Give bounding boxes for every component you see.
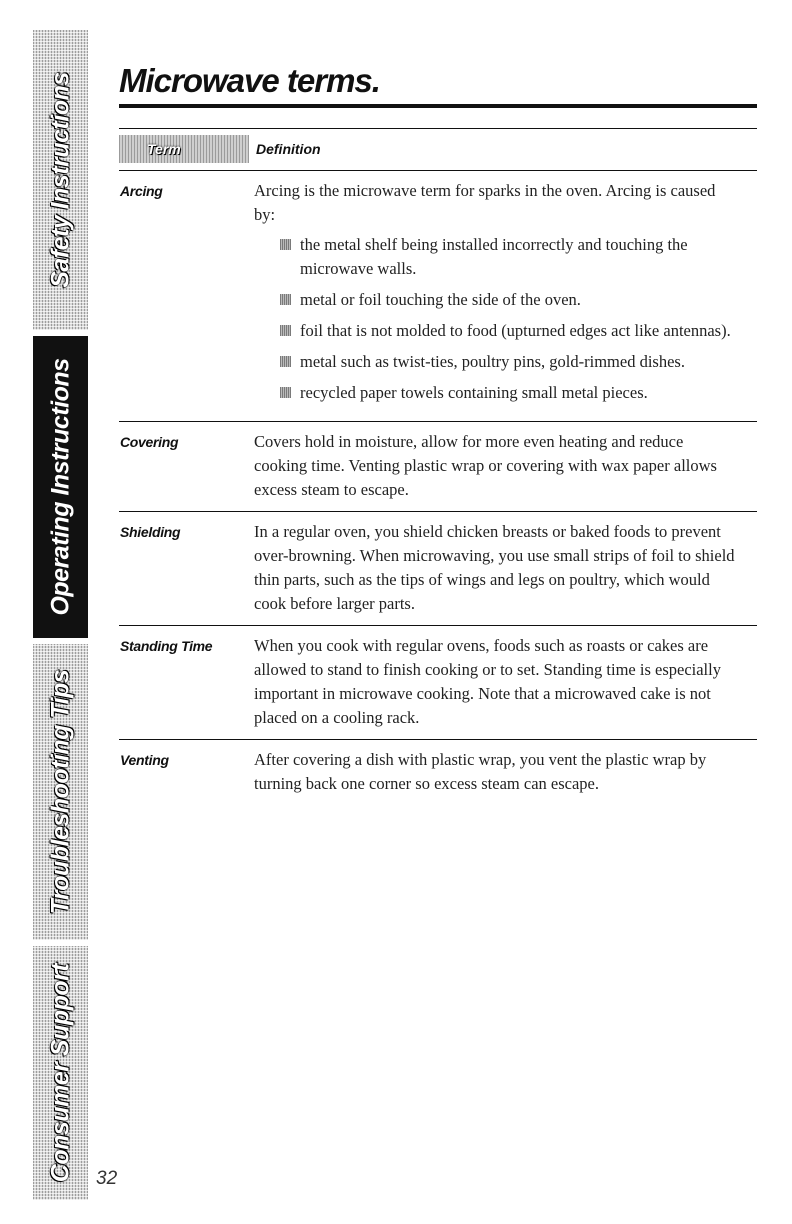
square-bullet-icon xyxy=(280,356,291,367)
list-item xyxy=(254,381,739,405)
list-item xyxy=(254,350,739,374)
title-divider xyxy=(119,104,757,108)
definition-cell: When you cook with regular ovens, foods such as roasts or cakes are allowed to stand to finish cooking or to set. Standing time is especially important in microwave cooking. Note that a microwaved cake is not placed on a cooling rack. xyxy=(254,636,721,727)
table-row-standing-time xyxy=(119,626,757,740)
list-item xyxy=(254,319,739,343)
table-row-arcing xyxy=(119,171,757,422)
tab-safety-instructions[interactable] xyxy=(33,30,88,330)
list-item xyxy=(254,233,739,281)
arcing-causes-list xyxy=(254,233,739,405)
tab-label: Operating Instructions xyxy=(46,358,74,616)
terms-table xyxy=(119,128,757,805)
page-number: 32 xyxy=(96,1168,118,1189)
square-bullet-icon xyxy=(280,387,291,398)
list-item-text: the metal shelf being installed incorrectly and touching the microwave walls. xyxy=(300,235,688,278)
square-bullet-icon xyxy=(280,325,291,336)
list-item-text: metal or foil touching the side of the oven. xyxy=(300,290,581,309)
table-row-covering xyxy=(119,422,757,512)
table-row-venting xyxy=(119,740,757,805)
tab-troubleshooting-tips[interactable] xyxy=(33,644,88,940)
term-cell: Covering xyxy=(120,434,179,450)
list-item-text: metal such as twist-ties, poultry pins, gold-rimmed dishes. xyxy=(300,352,685,371)
tab-operating-instructions[interactable] xyxy=(33,336,88,638)
definition-cell xyxy=(254,179,757,412)
tab-label: Troubleshooting Tips xyxy=(46,669,74,915)
section-tabs xyxy=(33,30,88,1200)
definition-text: Arcing is the microwave term for sparks in the oven. Arcing is caused by: xyxy=(254,181,716,224)
square-bullet-icon xyxy=(280,239,291,250)
definition-cell: After covering a dish with plastic wrap, you vent the plastic wrap by turning back one corner so excess steam can escape. xyxy=(254,750,707,793)
list-item-text: recycled paper towels containing small metal pieces. xyxy=(300,383,648,402)
list-item xyxy=(254,288,739,312)
tab-label: Safety Instructions xyxy=(46,72,74,288)
tab-label: Consumer Support xyxy=(46,963,74,1183)
column-header-term: Term xyxy=(119,135,249,163)
column-header-definition: Definition xyxy=(256,141,321,157)
term-cell: Venting xyxy=(120,752,169,768)
page-title: Microwave terms. xyxy=(119,62,380,99)
table-header xyxy=(119,128,757,171)
term-cell: Arcing xyxy=(120,183,163,199)
definition-cell: Covers hold in moisture, allow for more even heating and reduce cooking time. Venting plastic wrap or covering with wax paper allows excess steam to escape. xyxy=(254,432,717,499)
term-cell: Shielding xyxy=(120,524,181,540)
tab-consumer-support[interactable] xyxy=(33,946,88,1200)
list-item-text: foil that is not molded to food (upturned edges act like antennas). xyxy=(300,321,731,340)
term-cell: Standing Time xyxy=(120,638,213,654)
square-bullet-icon xyxy=(280,294,291,305)
table-row-shielding xyxy=(119,512,757,626)
definition-cell: In a regular oven, you shield chicken breasts or baked foods to prevent over-browning. When microwaving, you use small strips of foil to shield thin parts, such as the tips of wings and legs on poultry, which would cook before larger parts. xyxy=(254,522,735,613)
